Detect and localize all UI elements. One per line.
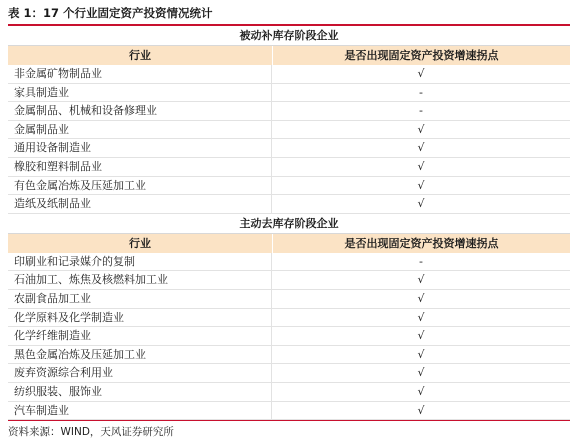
column-header-inflection: 是否出现固定资产投资增速拐点 <box>344 236 499 250</box>
industry-cell: 金属制品、机械和设备修理业 <box>8 102 272 120</box>
table-title: 表 1：17 个行业固定资产投资情况统计 <box>8 6 213 20</box>
inflection-flag-cell: √ <box>417 122 425 136</box>
industry-cell: 有色金属冶炼及压延加工业 <box>8 177 272 195</box>
column-header-inflection: 是否出现固定资产投资增速拐点 <box>344 49 499 62</box>
inflection-flag-cell: √ <box>417 273 425 287</box>
source-note: 资料来源：WIND，天风证券研究所 <box>8 426 174 438</box>
industry-cell: 化学原料及化学制造业 <box>8 309 272 327</box>
inflection-flag-cell: √ <box>417 291 425 305</box>
column-header-row <box>8 234 570 253</box>
column-header-industry: 行业 <box>8 234 273 253</box>
inflection-flag-cell: √ <box>417 347 425 361</box>
industry-cell: 印刷业和记录媒介的复制 <box>8 253 272 271</box>
table-row <box>8 84 570 103</box>
inflection-flag-cell: - <box>419 254 423 268</box>
section1-rows <box>8 65 570 214</box>
table-row <box>8 364 570 383</box>
table-row <box>8 271 570 290</box>
table-row <box>8 195 570 214</box>
table-row <box>8 102 570 121</box>
inflection-flag-cell: √ <box>417 403 425 417</box>
inflection-flag-cell: √ <box>417 384 425 398</box>
inflection-flag-cell: √ <box>417 197 425 211</box>
table-row <box>8 346 570 365</box>
table-row <box>8 177 570 196</box>
inflection-flag-cell: √ <box>417 178 425 192</box>
table-row <box>8 139 570 158</box>
column-header-industry: 行业 <box>8 46 273 65</box>
table-row <box>8 383 570 402</box>
table-row <box>8 253 570 272</box>
inflection-flag-cell: - <box>419 104 423 118</box>
industry-cell: 纺织服装、服饰业 <box>8 383 272 401</box>
inflection-flag-cell: √ <box>417 329 425 343</box>
industry-cell: 农副食品加工业 <box>8 290 272 308</box>
table-row <box>8 121 570 140</box>
column-header-row <box>8 46 570 65</box>
inflection-flag-cell: √ <box>417 310 425 324</box>
inflection-flag-cell: √ <box>417 141 425 155</box>
industry-cell: 黑色金属冶炼及压延加工业 <box>8 346 272 364</box>
industry-cell: 家具制造业 <box>8 84 272 102</box>
industry-cell: 通用设备制造业 <box>8 139 272 157</box>
industry-cell: 金属制品业 <box>8 121 272 139</box>
section-header-active-destock: 主动去库存阶段企业 <box>8 214 570 234</box>
table-row <box>8 309 570 328</box>
industry-cell: 非金属矿物制品业 <box>8 65 272 83</box>
industry-cell: 橡胶和塑料制品业 <box>8 158 272 176</box>
table-row <box>8 290 570 309</box>
section-header-passive-restock: 被动补库存阶段企业 <box>8 26 570 46</box>
inflection-flag-cell: - <box>419 85 423 99</box>
industry-cell: 汽车制造业 <box>8 402 272 420</box>
table-row <box>8 158 570 177</box>
table-row <box>8 327 570 346</box>
table-row <box>8 65 570 84</box>
inflection-flag-cell: √ <box>417 67 425 80</box>
industry-cell: 化学纤维制造业 <box>8 327 272 345</box>
industry-cell: 废弃资源综合利用业 <box>8 364 272 382</box>
industry-cell: 石油加工、炼焦及核燃料加工业 <box>8 271 272 289</box>
inflection-flag-cell: √ <box>417 159 425 173</box>
industry-cell: 造纸及纸制品业 <box>8 195 272 213</box>
table-bottom-rule <box>8 420 570 421</box>
table-row <box>8 402 570 421</box>
industry-table <box>8 24 570 421</box>
inflection-flag-cell: √ <box>417 366 425 380</box>
section2-rows <box>8 253 570 420</box>
